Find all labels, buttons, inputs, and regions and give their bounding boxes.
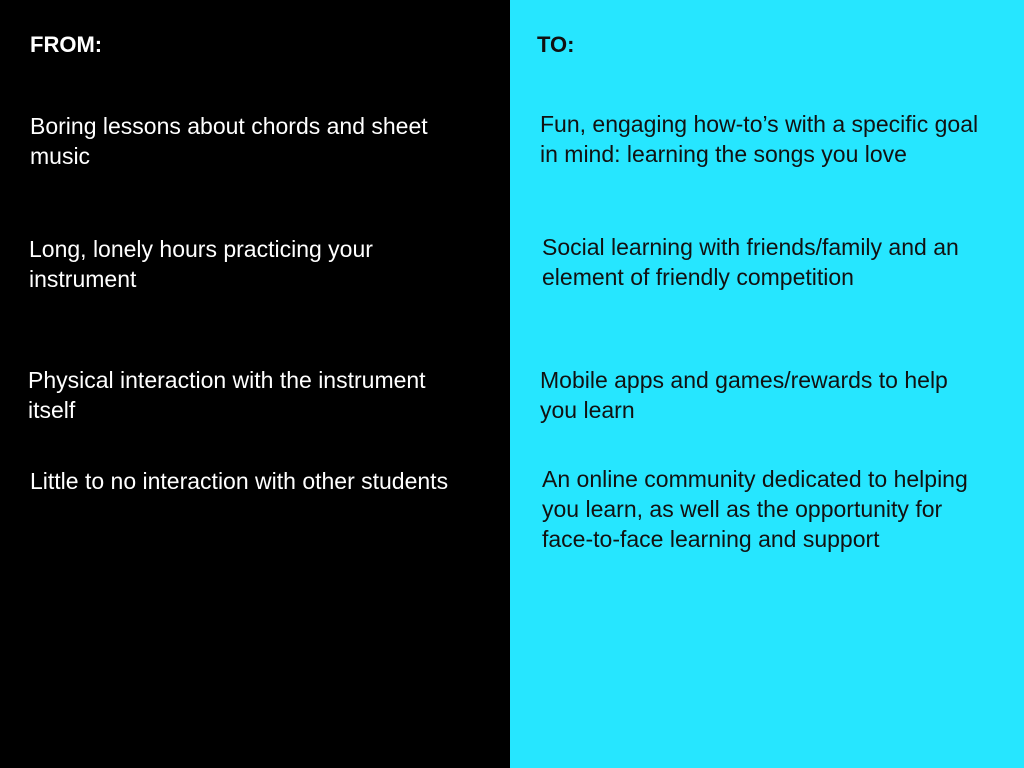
to-item: Mobile apps and games/rewards to help you learn — [540, 367, 948, 423]
from-item: Long, lonely hours practicing your instrument — [29, 236, 373, 292]
from-panel — [0, 0, 510, 768]
to-item: An online community dedicated to helping you learn, as well as the opportunity for face-to-face learning and support — [542, 466, 968, 552]
from-item: Little to no interaction with other students — [30, 468, 449, 494]
from-heading: FROM: — [30, 32, 103, 57]
to-item: Fun, engaging how-to’s with a specific goal in mind: learning the songs you love — [540, 111, 979, 167]
from-item: Boring lessons about chords and sheet music — [30, 113, 428, 169]
from-item: Physical interaction with the instrument itself — [28, 367, 426, 423]
to-heading: TO: — [537, 32, 575, 57]
to-item: Social learning with friends/family and an element of friendly competition — [542, 234, 959, 290]
to-panel — [510, 0, 1024, 768]
